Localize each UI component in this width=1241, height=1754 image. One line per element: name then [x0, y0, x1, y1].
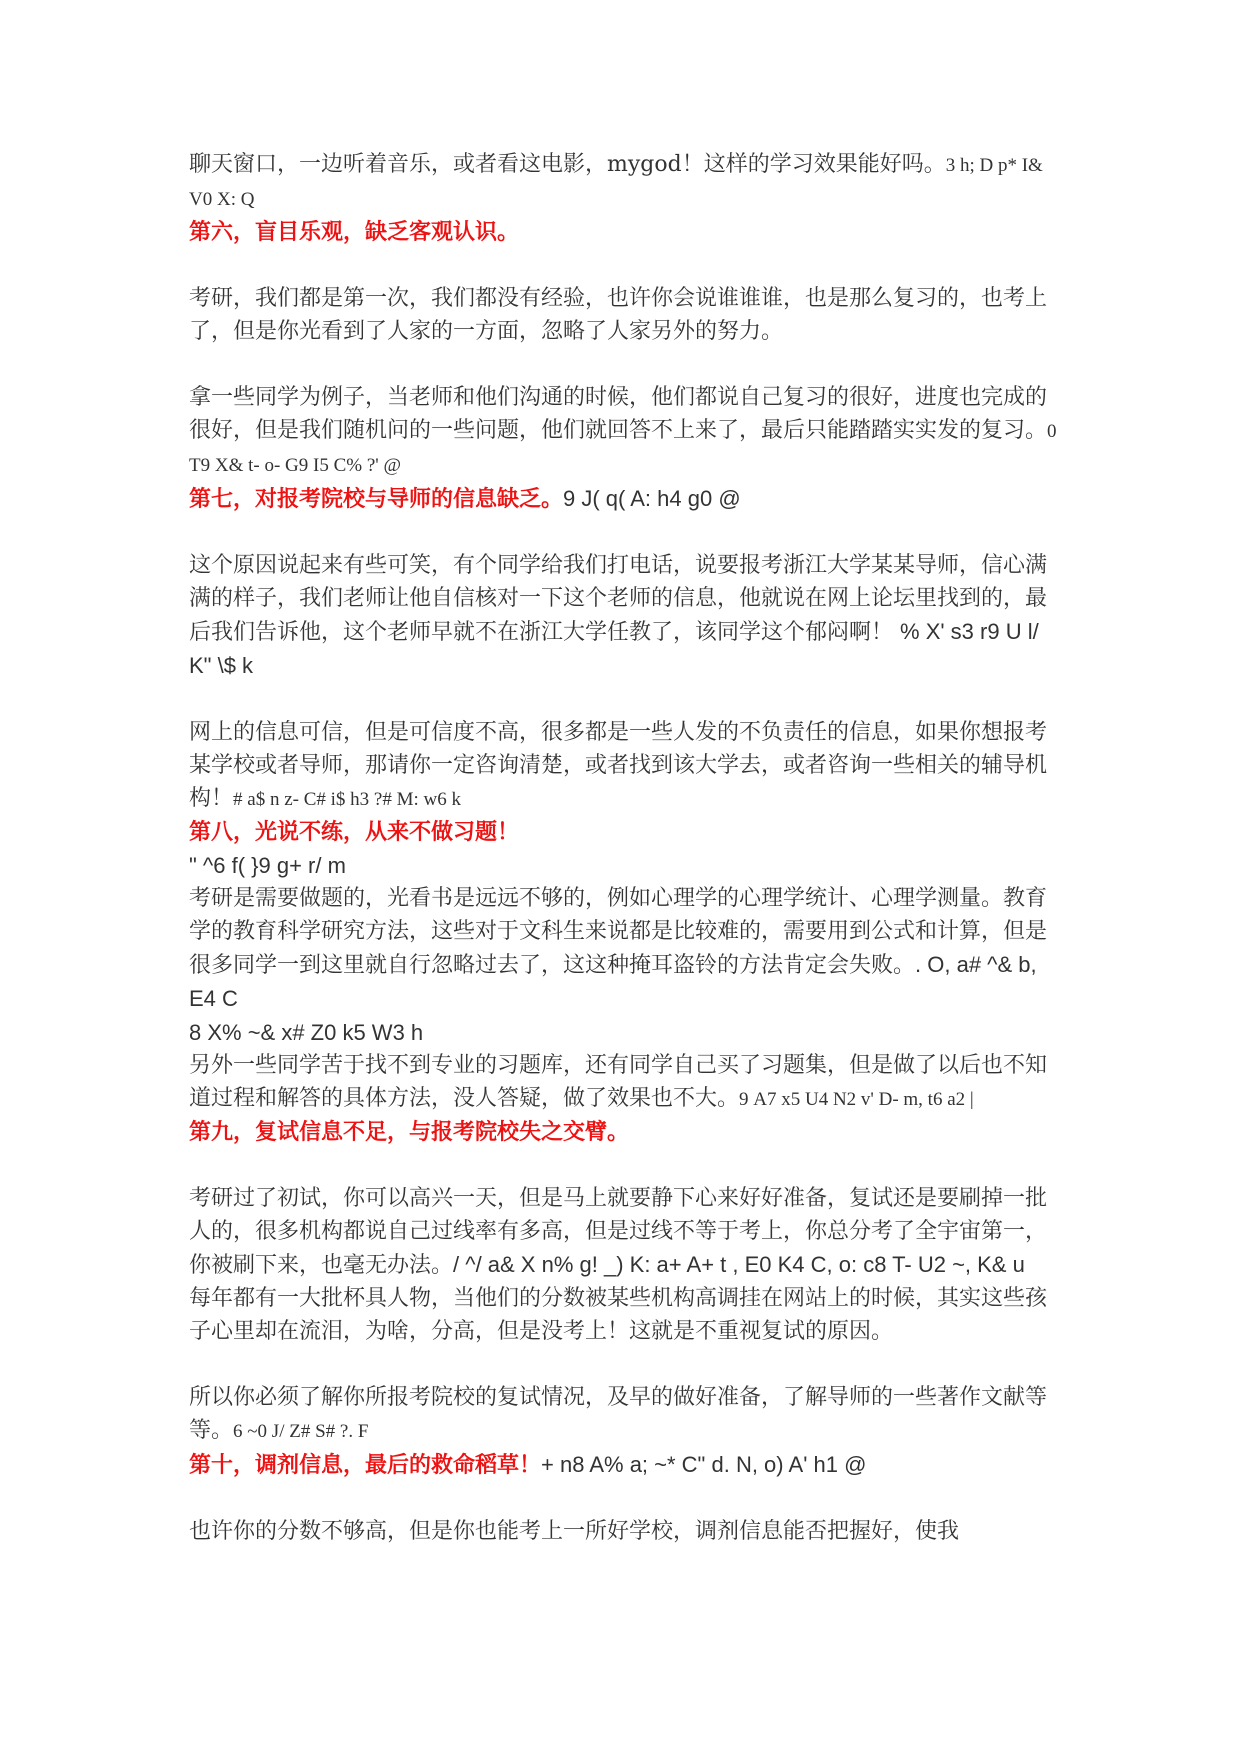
- paragraph: 网上的信息可信，但是可信度不高，很多都是一些人发的不负责任的信息，如果你想报考某学校或者导师，那请你一定咨询清楚，或者找到该大学去，或者咨询一些相关的辅导机构！# a$ n z- C# i$ h3 ?# M: w6 k: [189, 720, 1048, 811]
- paragraph: 所以你必须了解你所报考院校的复试情况，及早的做好准备，了解导师的一些著作文献等等。6 ~0 J/ Z# S# ?. F: [189, 1385, 1048, 1443]
- noise-line: 8 X% ~& x# Z0 k5 W3 h: [189, 1020, 424, 1045]
- heading-6: 第六，盲目乐观，缺乏客观认识。: [189, 219, 520, 245]
- heading-7: 第七，对报考院校与导师的信息缺乏。9 J( q( A: h4 g0 @: [189, 486, 741, 512]
- document-page: [189, 148, 1059, 1548]
- paragraph: 拿一些同学为例子，当老师和他们沟通的时候，他们都说自己复习的很好，进度也完成的很好，但是我们随机问的一些问题，他们就回答不上来了，最后只能踏踏实实发的复习。0 T9 X& t- o- G9 I5 C% ?' @: [189, 385, 1057, 476]
- paragraph: 每年都有一大批杯具人物，当他们的分数被某些机构高调挂在网站上的时候，其实这些孩子心里却在流泪，为啥，分高，但是没考上！这就是不重视复试的原因。: [189, 1286, 1048, 1344]
- paragraph: 另外一些同学苦于找不到专业的习题库，还有同学自己买了习题集，但是做了以后也不知道过程和解答的具体方法，没人答疑，做了效果也不大。9 A7 x5 U4 N2 v' D- m, t6 a2 |: [189, 1053, 1048, 1111]
- heading-10: 第十，调剂信息，最后的救命稻草！+ n8 A% a; ~* C" d. N, o) A' h1 @: [189, 1452, 867, 1478]
- heading-9: 第九，复试信息不足，与报考院校失之交臂。: [189, 1119, 630, 1145]
- paragraph: 聊天窗口，一边听着音乐，或者看这电影，mygod！这样的学习效果能好吗。3 h; D p* I& V0 X: Q: [189, 152, 1043, 210]
- paragraph: 考研是需要做题的，光看书是远远不够的，例如心理学的心理学统计、心理学测量。教育学的教育科学研究方法，这些对于文科生来说都是比较难的，需要用到公式和计算，但是很多同学一到这里就自行忽略过去了，这这种掩耳盗铃的方法肯定会失败。. O, a# ^& b, E4 C: [189, 886, 1048, 1011]
- heading-8: 第八，光说不练，从来不做习题！: [189, 819, 520, 845]
- paragraph: 这个原因说起来有些可笑，有个同学给我们打电话，说要报考浙江大学某某导师，信心满满的样子，我们老师让他自信核对一下这个老师的信息，他就说在网上论坛里找到的，最后我们告诉他，这个老师早就不在浙江大学任教了，该同学这个郁闷啊！ % X' s3 r9 U l/ K" \$ k: [189, 553, 1048, 678]
- paragraph: 考研，我们都是第一次，我们都没有经验，也许你会说谁谁谁，也是那么复习的，也考上了，但是你光看到了人家的一方面，忽略了人家另外的努力。: [189, 286, 1048, 344]
- paragraph: 也许你的分数不够高，但是你也能考上一所好学校，调剂信息能否把握好，使我: [189, 1519, 960, 1544]
- noise-line: " ^6 f( }9 g+ r/ m: [189, 853, 346, 878]
- paragraph: 考研过了初试，你可以高兴一天，但是马上就要静下心来好好准备，复试还是要刷掉一批人的，很多机构都说自己过线率有多高，但是过线不等于考上，你总分考了全宇宙第一，你被刷下来，也毫无办法。/ ^/ a& X n% g! _) K: a+ A+ t , E0 K4 C, o: c8 T- U2 ~, K& u: [189, 1186, 1048, 1278]
